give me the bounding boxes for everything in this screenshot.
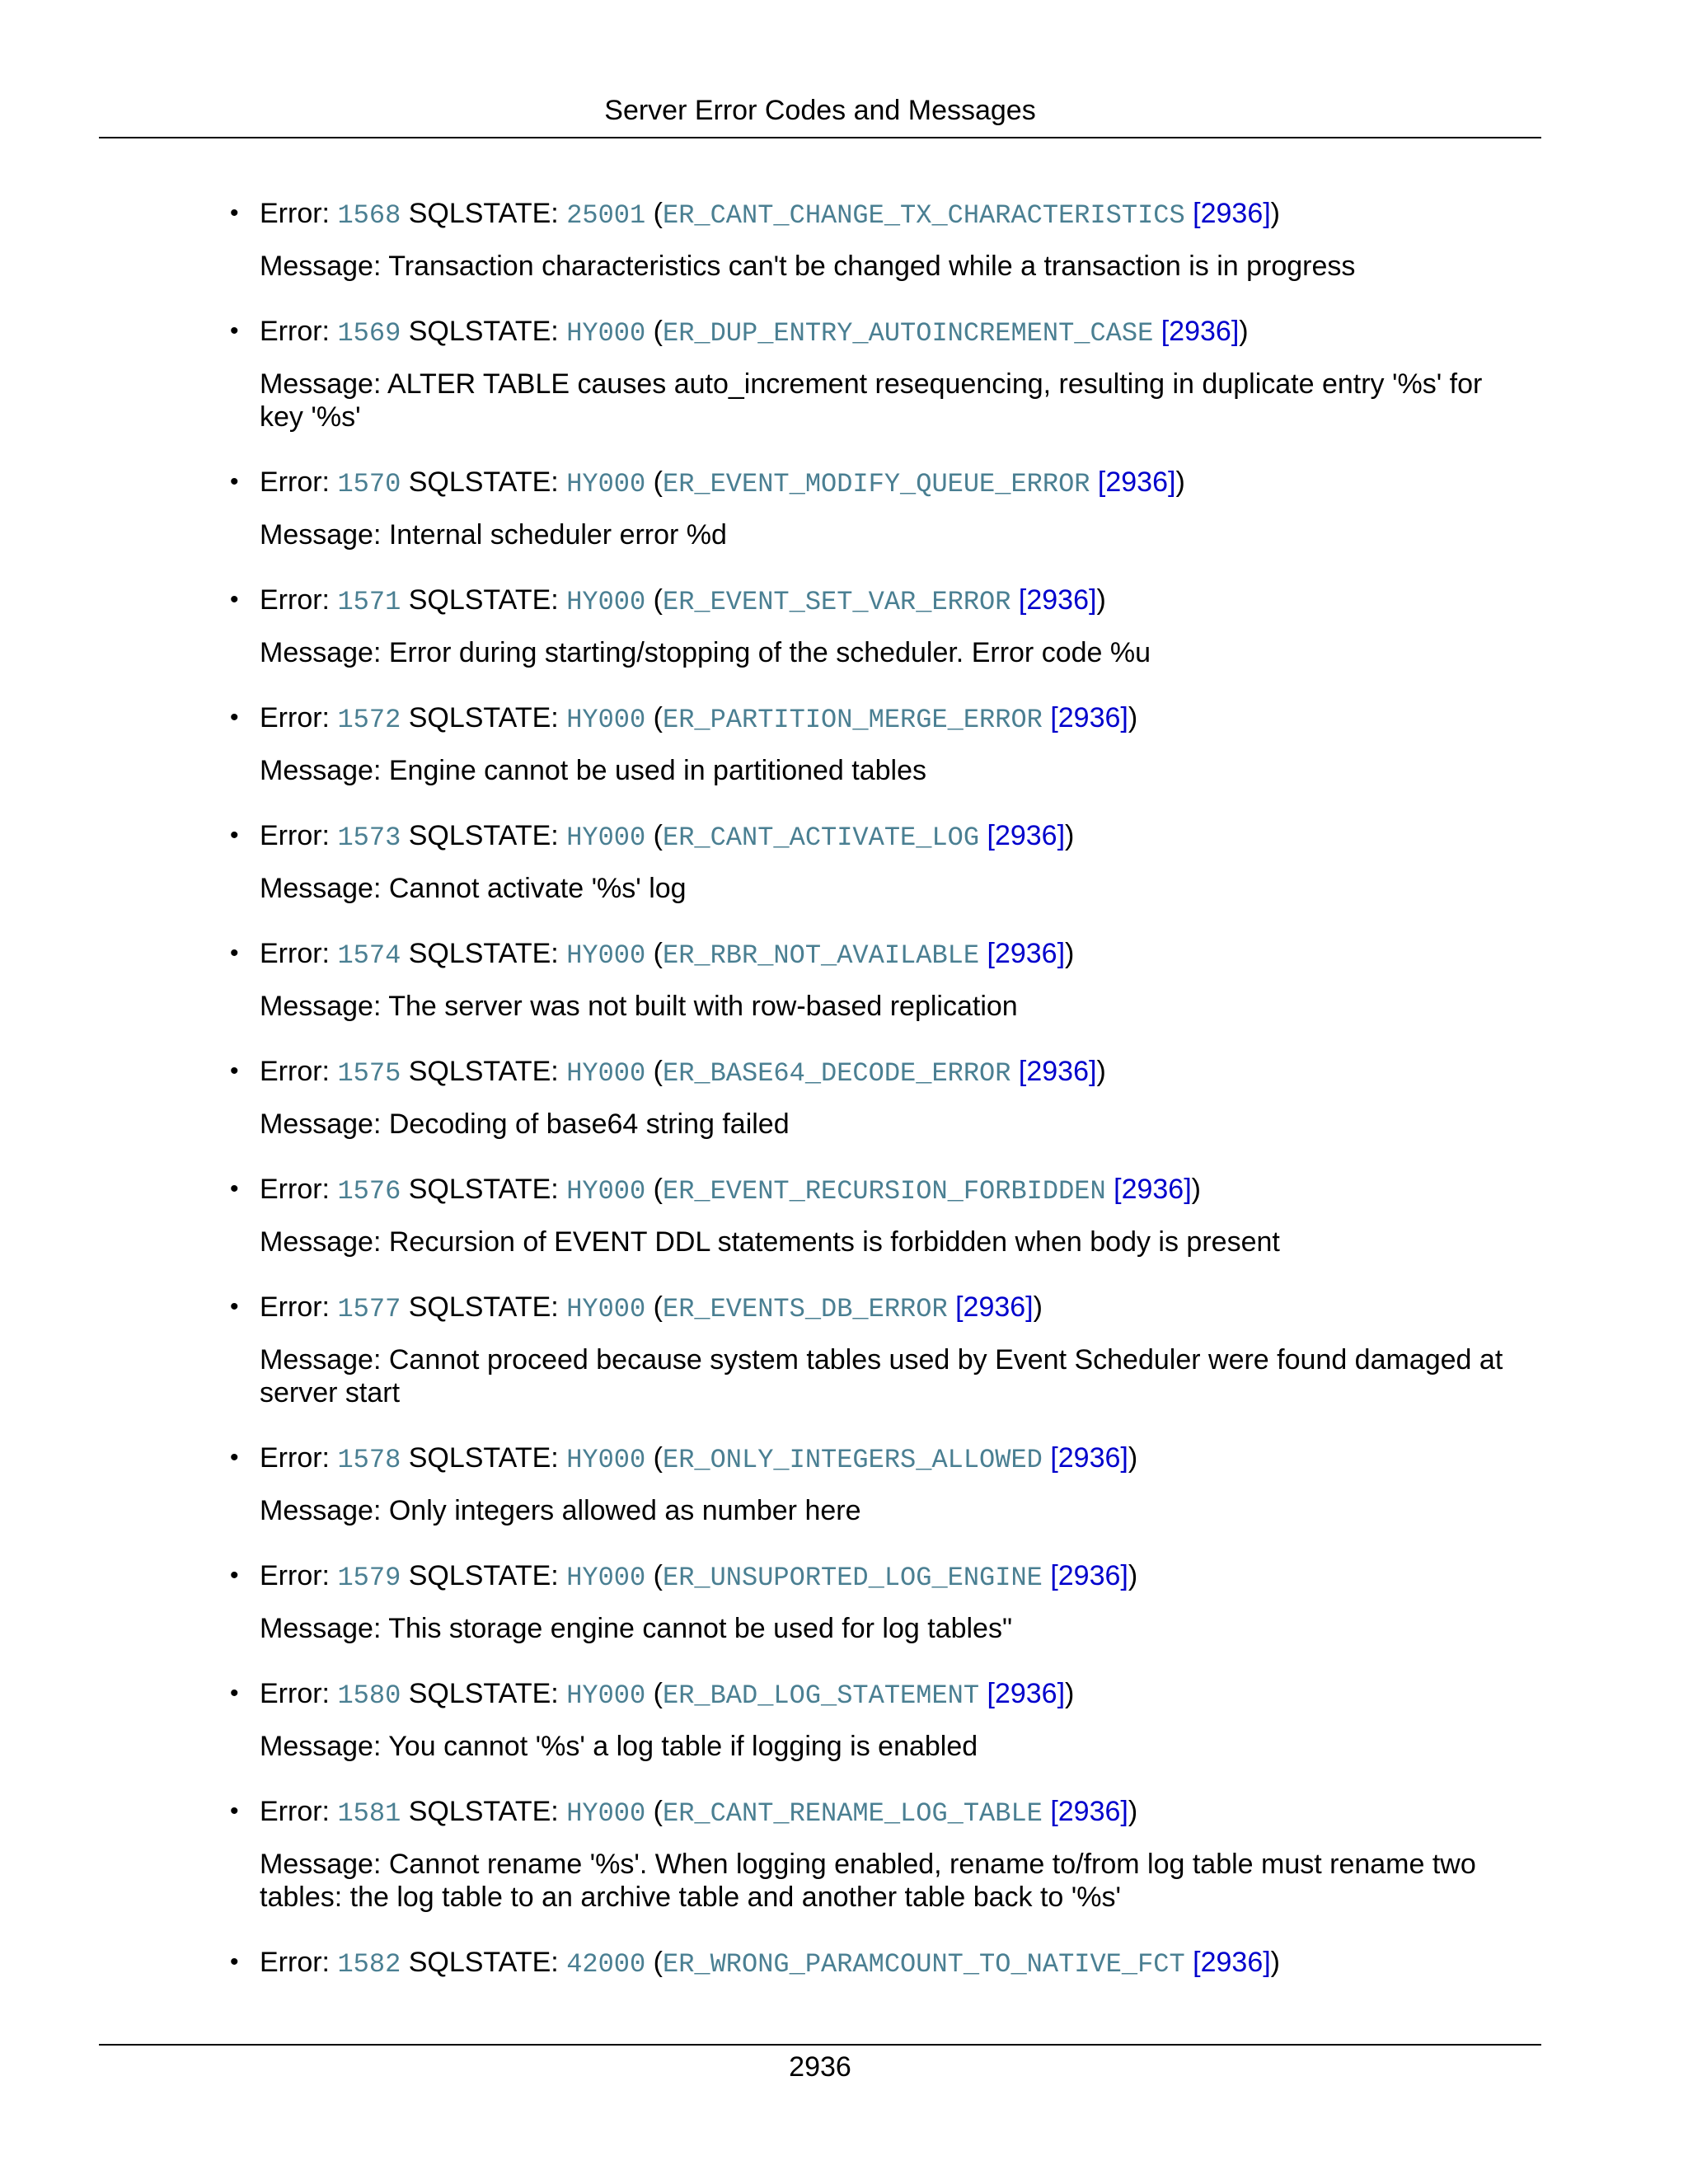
sqlstate-label: SQLSTATE:	[408, 198, 559, 229]
bullet-icon: •	[230, 704, 239, 731]
error-label: Error:	[260, 1291, 330, 1323]
error-symbol-link[interactable]: ER_DUP_ENTRY_AUTOINCREMENT_CASE	[662, 318, 1154, 349]
sqlstate-code[interactable]: HY000	[566, 1294, 646, 1324]
error-line	[260, 462, 1521, 505]
message-text: Only integers allowed as number here	[388, 1495, 861, 1526]
page-reference-link[interactable]: [2936]	[987, 938, 1066, 969]
sqlstate-label: SQLSTATE:	[408, 584, 559, 616]
error-entry	[230, 1555, 1521, 1645]
error-line	[260, 1555, 1521, 1599]
bullet-icon: •	[230, 1293, 239, 1320]
sqlstate-code[interactable]: HY000	[566, 469, 646, 499]
open-paren: (	[653, 820, 663, 851]
error-line	[260, 1169, 1521, 1212]
bullet-icon: •	[230, 940, 239, 967]
close-paren: )	[1065, 820, 1075, 851]
close-paren: )	[1128, 702, 1138, 733]
bullet-icon: •	[230, 1444, 239, 1471]
error-message	[260, 368, 1521, 434]
error-code[interactable]: 1578	[337, 1445, 401, 1475]
error-label: Error:	[260, 1947, 330, 1978]
error-entry	[230, 815, 1521, 905]
error-entry	[230, 1169, 1521, 1258]
error-entry	[230, 311, 1521, 434]
error-label: Error:	[260, 820, 330, 851]
error-line	[260, 697, 1521, 741]
sqlstate-code[interactable]: HY000	[566, 1058, 646, 1089]
error-code[interactable]: 1570	[337, 469, 401, 499]
message-label: Message:	[260, 368, 382, 400]
bullet-icon: •	[230, 1562, 239, 1589]
error-message	[260, 250, 1521, 283]
error-symbol-link[interactable]: ER_UNSUPORTED_LOG_ENGINE	[662, 1563, 1043, 1593]
error-line	[260, 933, 1521, 977]
open-paren: (	[653, 1056, 663, 1087]
error-message	[260, 754, 1521, 787]
close-paren: )	[1128, 1796, 1138, 1827]
message-text: Cannot activate '%s' log	[388, 873, 687, 904]
error-code[interactable]: 1568	[337, 200, 401, 231]
message-label: Message:	[260, 1108, 382, 1140]
page-reference-link[interactable]: [2936]	[1193, 198, 1271, 229]
error-code[interactable]: 1576	[337, 1176, 401, 1207]
message-text: Decoding of base64 string failed	[388, 1108, 790, 1140]
error-list	[230, 193, 1521, 1985]
message-text: The server was not built with row-based replication	[388, 991, 1018, 1022]
error-entry	[230, 1673, 1521, 1763]
page-reference-link[interactable]: [2936]	[1160, 316, 1240, 347]
page-reference-link[interactable]: [2936]	[1018, 584, 1097, 616]
sqlstate-code[interactable]: HY000	[566, 940, 646, 971]
error-message	[260, 1612, 1521, 1645]
error-entry	[230, 1791, 1521, 1914]
sqlstate-label: SQLSTATE:	[408, 1442, 559, 1474]
message-text: Transaction characteristics can't be changed while a transaction is in progress	[388, 251, 1356, 282]
open-paren: (	[653, 938, 663, 969]
message-text: Error during starting/stopping of the scheduler. Error code %u	[388, 637, 1151, 668]
message-text: Recursion of EVENT DDL statements is forbidden when body is present	[388, 1226, 1280, 1258]
error-label: Error:	[260, 198, 330, 229]
bullet-icon: •	[230, 822, 239, 849]
error-label: Error:	[260, 584, 330, 616]
bullet-icon: •	[230, 199, 239, 227]
sqlstate-code[interactable]: HY000	[566, 1445, 646, 1475]
bullet-icon: •	[230, 586, 239, 613]
error-label: Error:	[260, 1174, 330, 1205]
bullet-icon: •	[230, 1797, 239, 1825]
error-message	[260, 1730, 1521, 1763]
message-text: Internal scheduler error %d	[388, 519, 727, 551]
error-code[interactable]: 1577	[337, 1294, 401, 1324]
sqlstate-label: SQLSTATE:	[408, 1947, 559, 1978]
page-reference-link[interactable]: [2936]	[1050, 702, 1128, 733]
error-message	[260, 1108, 1521, 1141]
error-symbol-link[interactable]: ER_BASE64_DECODE_ERROR	[662, 1058, 1011, 1089]
message-label: Message:	[260, 873, 382, 904]
error-label: Error:	[260, 1056, 330, 1087]
error-message	[260, 990, 1521, 1023]
close-paren: )	[1096, 1056, 1106, 1087]
error-symbol-link[interactable]: ER_BAD_LOG_STATEMENT	[662, 1680, 980, 1711]
page-reference-link[interactable]: [2936]	[1114, 1174, 1192, 1205]
error-label: Error:	[260, 1796, 330, 1827]
open-paren: (	[653, 1796, 663, 1827]
sqlstate-label: SQLSTATE:	[408, 316, 559, 347]
message-label: Message:	[260, 1731, 382, 1762]
message-label: Message:	[260, 1613, 382, 1644]
close-paren: )	[1270, 198, 1280, 229]
message-label: Message:	[260, 755, 382, 786]
close-paren: )	[1065, 1678, 1075, 1709]
message-label: Message:	[260, 1849, 382, 1880]
close-paren: )	[1033, 1291, 1043, 1323]
sqlstate-label: SQLSTATE:	[408, 938, 559, 969]
error-symbol-link[interactable]: ER_CANT_RENAME_LOG_TABLE	[662, 1798, 1043, 1829]
error-code[interactable]: 1582	[337, 1949, 401, 1980]
page-number: 2936	[789, 2051, 851, 2083]
sqlstate-label: SQLSTATE:	[408, 820, 559, 851]
error-label: Error:	[260, 316, 330, 347]
error-code[interactable]: 1573	[337, 823, 401, 853]
open-paren: (	[653, 1291, 663, 1323]
open-paren: (	[653, 1678, 663, 1709]
error-line	[260, 1051, 1521, 1094]
error-code[interactable]: 1580	[337, 1680, 401, 1711]
open-paren: (	[653, 1174, 663, 1205]
header-divider	[99, 137, 1541, 138]
message-text: This storage engine cannot be used for log tables"	[388, 1613, 1013, 1644]
error-symbol-link[interactable]: ER_EVENT_SET_VAR_ERROR	[662, 587, 1011, 617]
message-label: Message:	[260, 1495, 382, 1526]
sqlstate-label: SQLSTATE:	[408, 466, 559, 498]
error-code[interactable]: 1581	[337, 1798, 401, 1829]
close-paren: )	[1128, 1442, 1138, 1474]
sqlstate-code[interactable]: HY000	[566, 1798, 646, 1829]
sqlstate-code[interactable]: 25001	[566, 200, 646, 231]
open-paren: (	[653, 316, 663, 347]
error-entry	[230, 697, 1521, 787]
error-message	[260, 1848, 1521, 1914]
bullet-icon: •	[230, 317, 239, 344]
sqlstate-code[interactable]: HY000	[566, 318, 646, 349]
sqlstate-label: SQLSTATE:	[408, 1056, 559, 1087]
page-reference-link[interactable]: [2936]	[1050, 1796, 1128, 1827]
error-label: Error:	[260, 466, 330, 498]
error-symbol-link[interactable]: ER_EVENT_RECURSION_FORBIDDEN	[662, 1176, 1106, 1207]
close-paren: )	[1191, 1174, 1201, 1205]
error-code[interactable]: 1579	[337, 1563, 401, 1593]
error-message	[260, 1226, 1521, 1258]
page-reference-link[interactable]: [2936]	[1193, 1947, 1271, 1978]
error-label: Error:	[260, 1678, 330, 1709]
error-symbol-link[interactable]: ER_EVENTS_DB_ERROR	[662, 1294, 948, 1324]
open-paren: (	[653, 1947, 663, 1978]
error-code[interactable]: 1572	[337, 705, 401, 735]
error-label: Error:	[260, 1560, 330, 1591]
page-reference-link[interactable]: [2936]	[1050, 1560, 1128, 1591]
close-paren: )	[1096, 584, 1106, 616]
bullet-icon: •	[230, 1680, 239, 1707]
error-message	[260, 1494, 1521, 1527]
open-paren: (	[653, 1442, 663, 1474]
error-message	[260, 872, 1521, 905]
error-entry	[230, 462, 1521, 551]
sqlstate-label: SQLSTATE:	[408, 1678, 559, 1709]
page-reference-link[interactable]: [2936]	[987, 820, 1066, 851]
message-label: Message:	[260, 519, 382, 551]
close-paren: )	[1270, 1947, 1280, 1978]
error-entry	[230, 933, 1521, 1023]
page-reference-link[interactable]: [2936]	[1097, 466, 1176, 498]
message-text: ALTER TABLE causes auto_increment resequencing, resulting in duplicate entry '%s' for key '%s'	[260, 368, 1483, 433]
error-symbol-link[interactable]: ER_ONLY_INTEGERS_ALLOWED	[662, 1445, 1043, 1475]
message-text: You cannot '%s' a log table if logging is enabled	[388, 1731, 978, 1762]
open-paren: (	[653, 198, 663, 229]
page-reference-link[interactable]: [2936]	[955, 1291, 1034, 1323]
bullet-icon: •	[230, 468, 239, 495]
close-paren: )	[1175, 466, 1185, 498]
sqlstate-label: SQLSTATE:	[408, 1291, 559, 1323]
error-symbol-link[interactable]: ER_WRONG_PARAMCOUNT_TO_NATIVE_FCT	[662, 1949, 1185, 1980]
message-text: Engine cannot be used in partitioned tables	[388, 755, 927, 786]
error-line	[260, 1286, 1521, 1330]
error-line	[260, 579, 1521, 623]
page-reference-link[interactable]: [2936]	[1018, 1056, 1097, 1087]
sqlstate-code[interactable]: HY000	[566, 705, 646, 735]
message-label: Message:	[260, 1344, 382, 1376]
error-line	[260, 815, 1521, 859]
close-paren: )	[1239, 316, 1249, 347]
sqlstate-code[interactable]: HY000	[566, 1176, 646, 1207]
error-message	[260, 636, 1521, 669]
sqlstate-code[interactable]: HY000	[566, 823, 646, 853]
error-code[interactable]: 1569	[337, 318, 401, 349]
open-paren: (	[653, 584, 663, 616]
error-line	[260, 1673, 1521, 1717]
sqlstate-label: SQLSTATE:	[408, 1796, 559, 1827]
error-label: Error:	[260, 1442, 330, 1474]
sqlstate-label: SQLSTATE:	[408, 1560, 559, 1591]
message-text: Cannot proceed because system tables used by Event Scheduler were found damaged at server start	[260, 1344, 1503, 1408]
error-entry	[230, 1051, 1521, 1141]
open-paren: (	[653, 466, 663, 498]
sqlstate-code[interactable]: 42000	[566, 1949, 646, 1980]
error-entry	[230, 1437, 1521, 1527]
bullet-icon: •	[230, 1175, 239, 1202]
error-symbol-link[interactable]: ER_CANT_CHANGE_TX_CHARACTERISTICS	[662, 200, 1185, 231]
close-paren: )	[1128, 1560, 1138, 1591]
sqlstate-code[interactable]: HY000	[566, 1680, 646, 1711]
sqlstate-code[interactable]: HY000	[566, 1563, 646, 1593]
error-entry	[230, 1286, 1521, 1409]
error-line	[260, 1437, 1521, 1481]
error-code[interactable]: 1574	[337, 940, 401, 971]
message-label: Message:	[260, 251, 382, 282]
open-paren: (	[653, 1560, 663, 1591]
error-symbol-link[interactable]: ER_EVENT_MODIFY_QUEUE_ERROR	[662, 469, 1090, 499]
page-reference-link[interactable]: [2936]	[987, 1678, 1066, 1709]
sqlstate-label: SQLSTATE:	[408, 702, 559, 733]
message-label: Message:	[260, 1226, 382, 1258]
footer-divider	[99, 2044, 1541, 2046]
error-symbol-link[interactable]: ER_RBR_NOT_AVAILABLE	[662, 940, 980, 971]
page-header: Server Error Codes and Messages	[604, 95, 1036, 126]
error-symbol-link[interactable]: ER_CANT_ACTIVATE_LOG	[662, 823, 980, 853]
page-reference-link[interactable]: [2936]	[1050, 1442, 1128, 1474]
error-code[interactable]: 1571	[337, 587, 401, 617]
error-line	[260, 311, 1521, 354]
error-code[interactable]: 1575	[337, 1058, 401, 1089]
message-label: Message:	[260, 991, 382, 1022]
error-line	[260, 193, 1521, 237]
error-entry	[230, 193, 1521, 283]
error-label: Error:	[260, 702, 330, 733]
open-paren: (	[653, 702, 663, 733]
close-paren: )	[1065, 938, 1075, 969]
bullet-icon: •	[230, 1948, 239, 1975]
error-entry	[230, 1942, 1521, 1985]
error-line	[260, 1942, 1521, 1985]
message-label: Message:	[260, 637, 382, 668]
error-line	[260, 1791, 1521, 1835]
error-entry	[230, 579, 1521, 669]
error-symbol-link[interactable]: ER_PARTITION_MERGE_ERROR	[662, 705, 1043, 735]
bullet-icon: •	[230, 1057, 239, 1085]
message-text: Cannot rename '%s'. When logging enabled, rename to/from log table must rename two tables: the log table to an archive table and another table back to '%s'	[260, 1849, 1476, 1913]
sqlstate-label: SQLSTATE:	[408, 1174, 559, 1205]
sqlstate-code[interactable]: HY000	[566, 587, 646, 617]
error-message	[260, 1343, 1521, 1409]
error-message	[260, 518, 1521, 551]
error-label: Error:	[260, 938, 330, 969]
